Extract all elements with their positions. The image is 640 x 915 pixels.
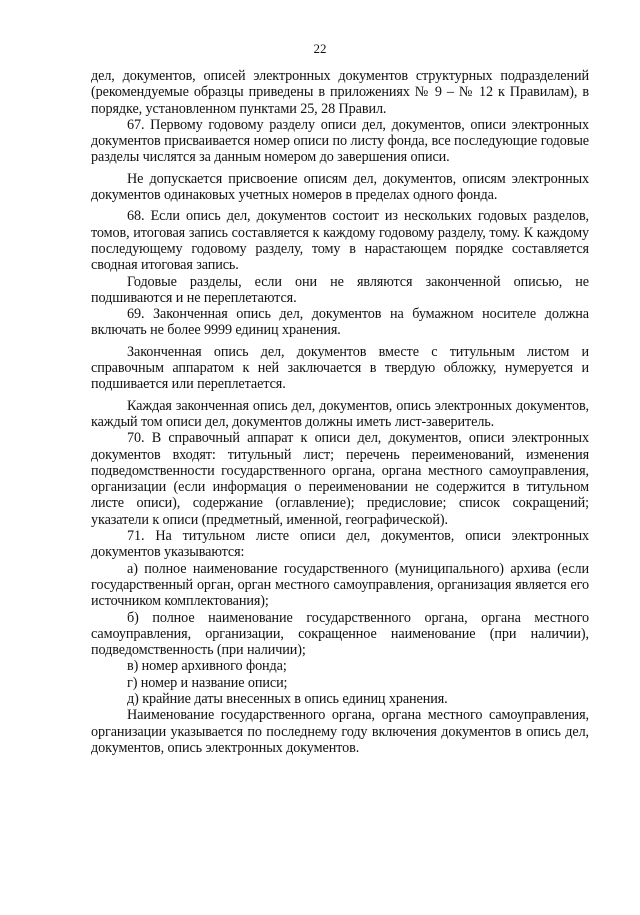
- paragraph-68: 68. Если опись дел, документов состоит из нескольких годовых разделов, томов, итоговая запись составляется к каждому годовому разделу, тому. К каждому последующему годовому разделу, тому в нарастающем порядке составляется сводная итоговая запись.: [91, 208, 589, 274]
- paragraph-70: 70. В справочный аппарат к описи дел, документов, описи электронных документов входят: титульный лист; перечень переименований, изменения подведомственности государственного органа, органа местного самоуправления, организации (если информация о переименовании не содержится в титульном листе описи), содержание (оглавление); предисловие; список сокращений; указатели к описи (предметный, именной, географической).: [91, 430, 589, 528]
- paragraph-69: 69. Законченная опись дел, документов на бумажном носителе должна включать не более 9999 единиц хранения.: [91, 306, 589, 339]
- list-item-a: а) полное наименование государственного (муниципального) архива (если государственный орган, орган местного самоуправления, организация является его источником комплектования);: [91, 560, 589, 610]
- list-item-d: д) крайние даты внесенных в опись единиц хранения.: [127, 690, 448, 707]
- paragraph-69-binding: Законченная опись дел, документов вместе с титульным листом и справочным аппаратом к ней заключается в твердую обложку, нумеруется и подшивается или переплетается.: [91, 343, 589, 393]
- paragraph-69-certifier: Каждая законченная опись дел, документов, опись электронных документов, каждый том описи дел, документов должны иметь лист-заверитель.: [91, 397, 589, 430]
- paragraph-continuation: дел, документов, описей электронных документов структурных подразделений (рекомендуемые образцы приведены в приложениях № 9 – № 12 к Правилам), в порядке, установленном пунктами 25, 28 Правил.: [91, 68, 589, 117]
- paragraph-68-note: Годовые разделы, если они не являются законченной описью, не подшиваются и не переплетаются.: [91, 273, 589, 306]
- paragraph-67: 67. Первому годовому разделу описи дел, документов, описи электронных документов присваивается номер описи по листу фонда, все последующие годовые разделы числятся за данным номером до завершения описи.: [91, 116, 589, 166]
- list-item-v: в) номер архивного фонда;: [127, 658, 287, 675]
- paragraph-71-naming: Наименование государственного органа, органа местного самоуправления, организации указывается по последнему году включения документов в опись дел, документов, опись электронных документов.: [91, 707, 589, 756]
- document-body: [91, 68, 589, 756]
- paragraph-67-note: Не допускается присвоение описям дел, документов, описям электронных документов одинаковых учетных номеров в пределах одного фонда.: [91, 170, 589, 204]
- paragraph-71: 71. На титульном листе описи дел, документов, описи электронных документов указываются:: [91, 528, 589, 561]
- list-item-b: б) полное наименование государственного органа, органа местного самоуправления, организации, сокращенное наименование (при наличии), подведомственность (при наличии);: [91, 609, 589, 659]
- list-item-g: г) номер и название описи;: [127, 674, 288, 691]
- page-number: 22: [313, 41, 327, 56]
